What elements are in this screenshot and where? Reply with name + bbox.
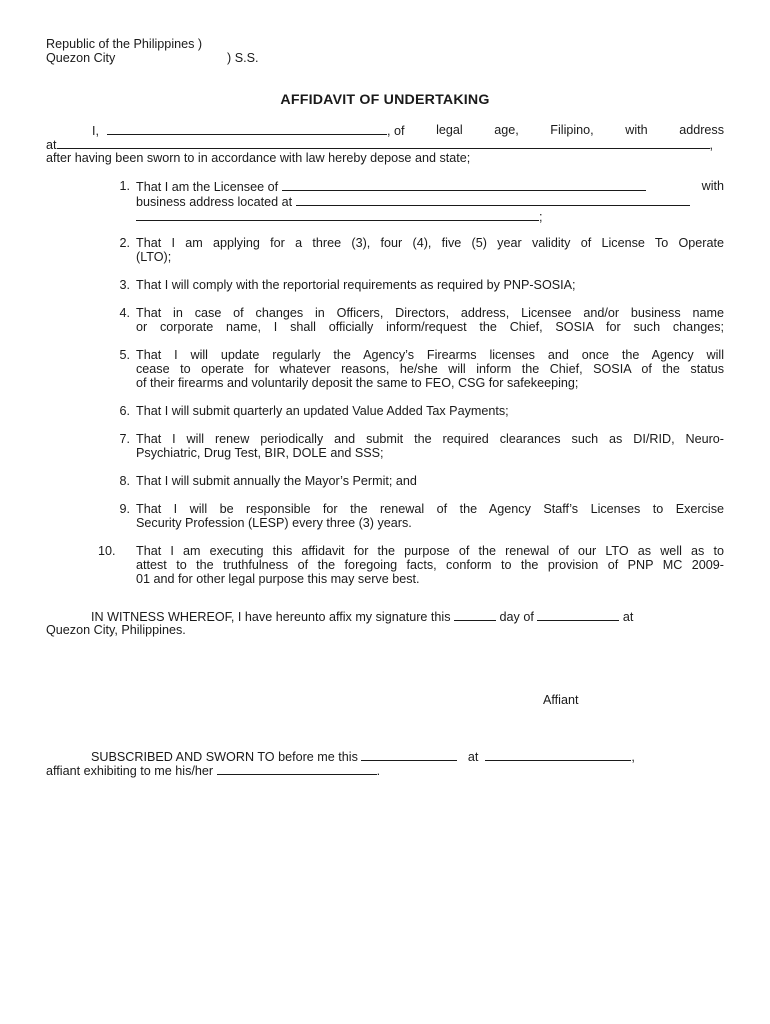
item-text [136,348,724,390]
intro-word-age: age, [494,123,519,137]
item-5-line-3: of their firearms and voluntarily deposit the same to FEO, CSG for safekeeping; [136,376,579,390]
header-line-1: Republic of the Philippines ) [46,37,203,51]
item-4-line-1: That in case of changes in Officers, Directors, address, Licensee and/or business name [136,306,724,320]
item-8-line-1: That I will submit annually the Mayor’s Permit; and [136,474,417,488]
intro-word-with: with [625,123,648,137]
licensee-blank[interactable] [282,179,646,191]
witness-day-of: day of [499,610,534,624]
item-1-business-address-label: business address located at [136,195,293,209]
intro-comma: , [709,138,714,152]
intro-word-address: address [679,123,724,137]
sworn-date-blank[interactable] [361,749,457,761]
affiant-label: Affiant [543,693,579,707]
day-blank[interactable] [454,609,496,621]
witness-line-2: Quezon City, Philippines. [46,623,186,637]
item-7-line-1: That I will renew periodically and submit the required clearances such as DI/RID, Neuro- [136,432,724,446]
sworn-text: SUBSCRIBED AND SWORN TO before me this [91,750,358,764]
sworn-at: at [467,750,479,764]
item-number: 3. [119,278,130,292]
item-number: 5. [119,348,130,362]
item-9-line-1: That I will be responsible for the renewal of the Agency Staff’s Licenses to Exercise [136,502,724,516]
item-5-line-1: That I will update regularly the Agency’s Firearms licenses and once the Agency will [136,348,724,362]
sworn-line-2-text: affiant exhibiting to me his/her [46,764,214,778]
sworn-comma: , [631,750,635,764]
list-item-1 [100,179,724,224]
month-blank[interactable] [537,609,619,621]
intro-line-1 [46,123,724,138]
sworn-place-blank[interactable] [485,749,631,761]
intro-line-2 [46,137,713,152]
intro-line-3: after having been sworn to in accordance with law hereby depose and state; [46,151,471,165]
item-1-licensee-label: That I am the Licensee of [136,180,279,194]
item-6-line-1: That I will submit quarterly an updated Value Added Tax Payments; [136,404,509,418]
item-text [136,432,724,460]
item-text [136,404,724,418]
business-address-blank-2[interactable] [136,209,539,221]
header-ss: ) S.S. [227,51,259,65]
header-city: Quezon City [46,51,116,65]
item-10-line-3: 01 and for other legal purpose this may serve best. [136,572,420,586]
item-text [136,306,724,334]
item-10-line-1: That I am executing this affidavit for the purpose of the renewal of our LTO as well as to [136,544,724,558]
item-4-line-2: or corporate name, I shall officially inform/request the Chief, SOSIA for such changes; [136,320,724,334]
item-text [136,278,724,292]
sworn-period: . [376,764,381,778]
address-blank[interactable] [57,137,710,149]
sworn-line-2 [46,763,380,778]
witness-at: at [622,610,634,624]
item-text [136,179,724,224]
item-number: 1. [119,179,130,193]
intro-word-filipino: Filipino, [550,123,594,137]
item-number: 4. [119,306,130,320]
item-text [136,502,724,530]
id-blank[interactable] [217,763,377,775]
item-number: 2. [119,236,130,250]
item-5-line-2: cease to operate for whatever reasons, he/she will inform the Chief, SOSIA of the status [136,362,724,376]
item-9-line-2: Security Profession (LESP) every three (3) years. [136,516,412,530]
business-address-blank[interactable] [296,194,690,206]
item-number: 7. [119,432,130,446]
intro-word-i: I, [92,124,99,138]
intro-at: at [46,138,57,152]
item-number: 9. [119,502,130,516]
intro-word-of: , of [387,124,405,138]
sworn-line-1 [91,749,635,764]
item-10-line-2: attest to the truthfulness of the foregoing facts, conform to the provision of PNP MC 2009- [136,558,724,572]
item-text [136,474,724,488]
item-1-semicolon: ; [539,210,543,224]
item-3-line-1: That I will comply with the reportorial requirements as required by PNP-SOSIA; [136,278,576,292]
witness-text: IN WITNESS WHEREOF, I have hereunto affix my signature this [91,610,451,624]
item-text [136,544,724,586]
document-title: AFFIDAVIT OF UNDERTAKING [280,92,490,108]
item-text [136,236,724,264]
item-1-with: with [701,179,724,193]
item-2-line-2: (LTO); [136,250,172,264]
item-2-line-1: That I am applying for a three (3), four (4), five (5) year validity of License To Operate [136,236,724,250]
name-blank[interactable] [107,123,387,135]
item-number: 10. [98,544,116,558]
intro-word-legal: legal [436,123,463,137]
witness-line-1 [91,609,633,624]
item-7-line-2: Psychiatric, Drug Test, BIR, DOLE and SSS; [136,446,384,460]
item-number: 6. [119,404,130,418]
item-number: 8. [119,474,130,488]
